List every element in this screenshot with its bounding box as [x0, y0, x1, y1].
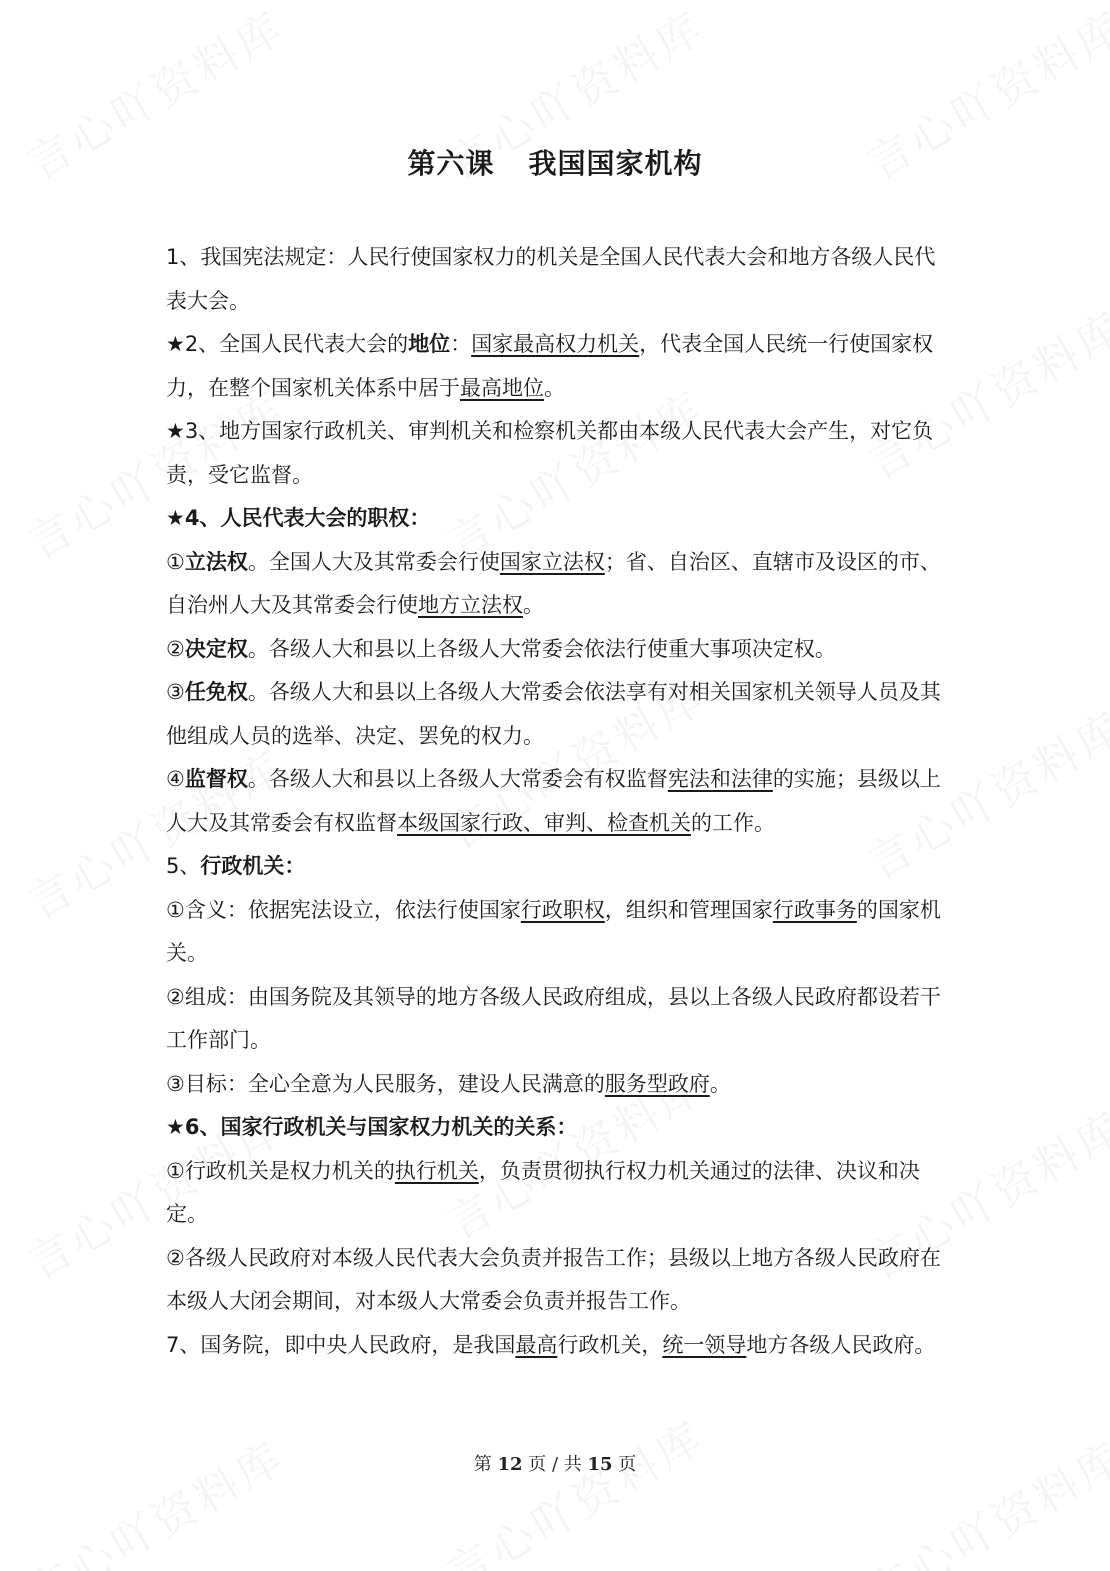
- paragraph-12: [166, 1063, 946, 1107]
- footer-text: 第: [473, 1454, 492, 1475]
- paragraph-1: 1、我国宪法规定：人民行使国家权力的机关是全国人民代表大会和地方各级人民代表大会。: [166, 245, 936, 313]
- text-run: 。各级人大和县以上各级人大常委会有权监督: [247, 767, 668, 791]
- paragraph-8: [166, 758, 946, 845]
- text-run: ，组织和管理国家: [604, 897, 773, 922]
- text-run: ③: [166, 680, 185, 704]
- paragraph-14: [166, 1150, 946, 1237]
- text-run: ④: [166, 767, 185, 791]
- footer-text: 页 / 共: [528, 1454, 582, 1475]
- text-run: ①含义：依据宪法设立，依法行使国家: [166, 897, 521, 922]
- keyword: 地位: [408, 332, 451, 356]
- paragraph-16: [166, 1324, 946, 1368]
- text-run: ，负责贯彻执行权力机关通过的法律、决议和决定。: [166, 1158, 920, 1226]
- paragraph-13-heading: ★6、国家行政机关与国家权力机关的关系：: [166, 1115, 578, 1139]
- underlined-term: 国家最高权力机关: [471, 332, 640, 356]
- underlined-term: 行政职权: [520, 897, 605, 922]
- text-run: 的国家机关。: [166, 897, 941, 965]
- underlined-term: 执行机关: [394, 1158, 479, 1183]
- text-run: 。: [523, 593, 544, 617]
- text-run: ，代表全国人民统一行使国家权力，在整个国家机关体系中居于: [166, 332, 934, 400]
- title-topic: 我国国家机构: [528, 147, 703, 180]
- page-footer: [0, 1450, 1110, 1476]
- underlined-term: 最高地位: [460, 375, 544, 400]
- paragraph-9-heading: [166, 845, 946, 889]
- text-run: ①: [166, 549, 185, 574]
- text-run: 。: [709, 1071, 731, 1096]
- text-run: 。各级人大和县以上各级人大常委会依法享有对相关国家机关领导人员及其他组成人员的选举、决定、罢免的权力。: [166, 680, 941, 748]
- text-run: 的实施；县级以上人大及其常委会有权监督: [166, 767, 941, 835]
- keyword: 任免权: [184, 680, 248, 704]
- keyword: 立法权: [184, 549, 248, 574]
- paragraph-5: [166, 541, 946, 628]
- underlined-term: 宪法和法律: [667, 767, 773, 791]
- text-run: 7、国务院，即中央人民政府，是我国: [166, 1332, 516, 1357]
- keyword: 决定权: [184, 636, 248, 661]
- paragraph-7: [166, 671, 946, 758]
- keyword: 行政机关：: [200, 854, 306, 878]
- title-lesson: 第六课: [407, 147, 495, 180]
- text-run: 。各级人大和县以上各级人大常委会依法行使重大事项决定权。: [247, 636, 836, 661]
- text-run: 地方各级人民政府。: [746, 1332, 936, 1357]
- text-run: 。全国人大及其常委会行使: [247, 549, 500, 574]
- underlined-term: 服务型政府: [604, 1071, 710, 1096]
- text-run: ②: [166, 636, 185, 661]
- paragraph-6: [166, 628, 946, 672]
- text-run: ★2、全国人民代表大会的: [166, 332, 409, 356]
- paragraph-10: [166, 889, 946, 976]
- text-run: 5、: [166, 854, 201, 878]
- footer-text: 页: [618, 1454, 637, 1475]
- text-run: ：: [450, 332, 472, 356]
- paragraph-4-heading: ★4、人民代表大会的职权：: [166, 506, 431, 530]
- paragraph-3: ★3、地方国家行政机关、审判机关和检察机关都由本级人民代表大会产生，对它负责，受它监督。: [166, 419, 934, 487]
- keyword: 监督权: [184, 767, 248, 791]
- underlined-term: 本级国家行政、审判、检查机关: [397, 810, 691, 835]
- total-page-count: 15: [587, 1454, 613, 1475]
- text-run: ①行政机关是权力机关的: [166, 1158, 395, 1183]
- underlined-term: 行政事务: [772, 897, 857, 922]
- paragraph-11: ②组成：由国务院及其领导的地方各级人民政府组成，县以上各级人民政府都设若干工作部门。: [166, 984, 941, 1052]
- paragraph-15: ②各级人民政府对本级人民代表大会负责并报告工作；县级以上地方各级人民政府在本级人大闭会期间，对本级人大常委会负责并报告工作。: [166, 1245, 941, 1313]
- page-title: [0, 142, 1110, 182]
- underlined-term: 国家立法权: [499, 549, 605, 574]
- text-run: 的工作。: [691, 810, 775, 835]
- text-run: 。: [544, 375, 565, 400]
- paragraph-2: [166, 323, 946, 410]
- underlined-term: 地方立法权: [418, 593, 523, 617]
- text-run: ③目标：全心全意为人民服务，建设人民满意的: [166, 1071, 605, 1096]
- text-run: ；省、自治区、直辖市及设区的市、自治州人大及其常委会行使: [166, 549, 941, 617]
- document-body: [166, 236, 946, 1367]
- underlined-term: 统一领导: [662, 1332, 747, 1357]
- underlined-term: 最高: [515, 1332, 558, 1357]
- current-page-number: 12: [497, 1454, 523, 1475]
- text-run: 行政机关，: [557, 1332, 663, 1357]
